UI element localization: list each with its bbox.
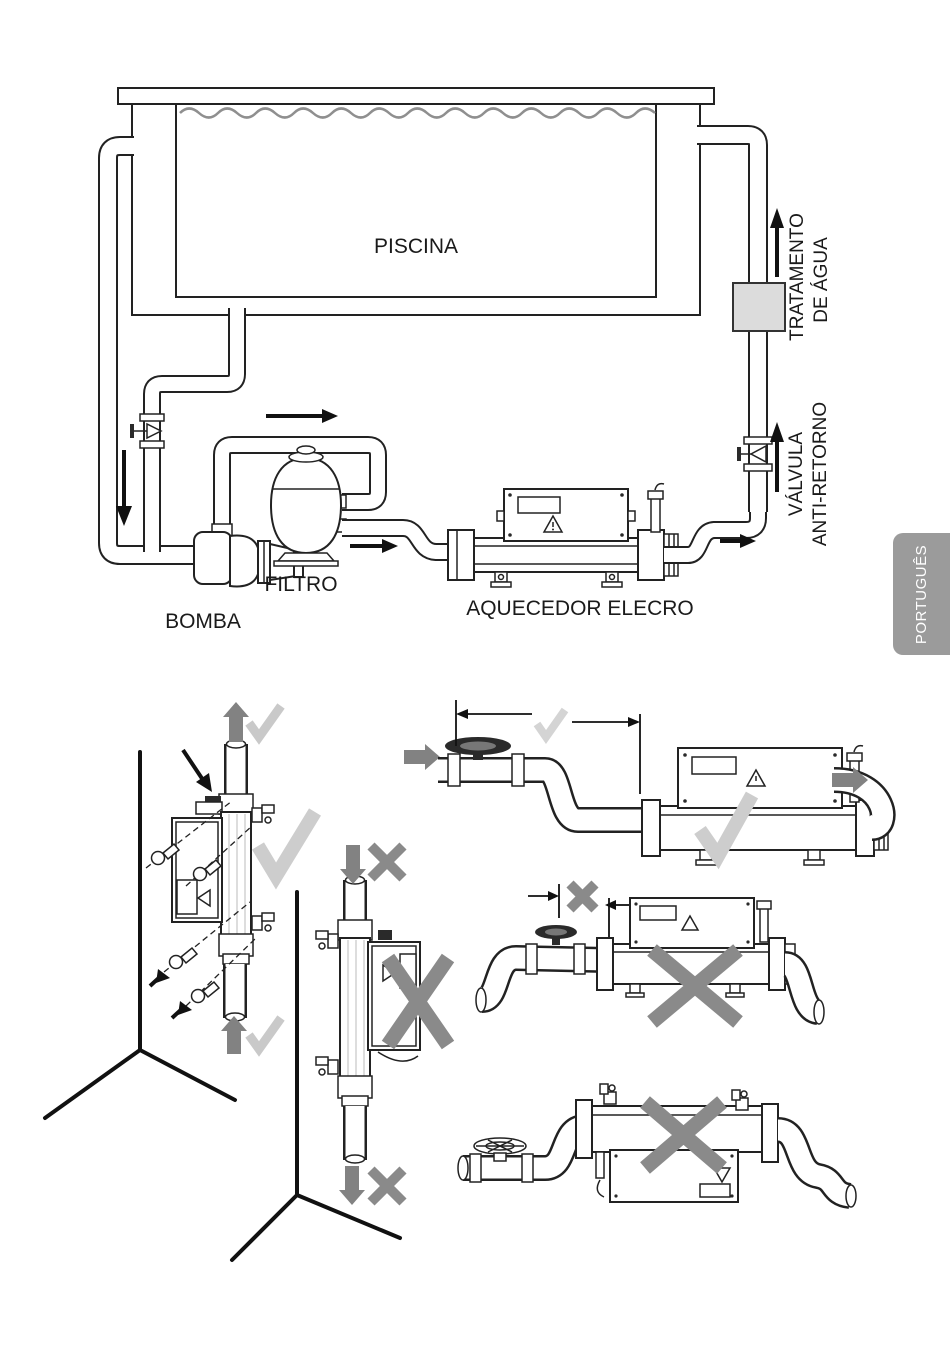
heater	[448, 484, 678, 587]
pool-outer-wall	[132, 104, 700, 315]
check-icon	[258, 812, 315, 876]
control-display	[692, 757, 736, 774]
filter-base	[278, 553, 334, 561]
figure-horizontal-valve-spacing	[404, 700, 914, 865]
dimension-line	[528, 884, 632, 948]
pool-inner-wall	[176, 104, 656, 297]
heater-body	[460, 538, 656, 572]
heater-foot	[626, 984, 644, 997]
cross-icon	[371, 1170, 403, 1202]
heater-outlet-pipe	[664, 508, 758, 555]
up-arrow-icon	[221, 1016, 247, 1054]
figure-horizontal-valve-too-close	[476, 884, 824, 1024]
flow-arrow-down-icon	[116, 450, 132, 526]
water-surface	[180, 109, 655, 118]
svg-text:TRATAMENTO: TRATAMENTO	[787, 213, 808, 341]
heater-right-coupling	[638, 530, 664, 580]
up-arrow-icon	[223, 702, 249, 742]
heater-unit-horizontal	[642, 746, 888, 865]
screw-pointer-arrow	[150, 969, 170, 986]
diagonal-pointer-arrow	[183, 750, 212, 792]
svg-text:DE ÁGUA: DE ÁGUA	[811, 237, 832, 323]
outlet-pipe	[778, 1130, 856, 1207]
flow-arrow-up-icon	[770, 208, 784, 277]
check-valve-label	[786, 402, 831, 546]
heater-control-box	[497, 489, 635, 541]
heater-left-coupling	[448, 530, 474, 580]
heater-tube	[340, 938, 370, 1078]
check-valve	[737, 437, 772, 471]
pool	[118, 88, 714, 315]
heater-unit-vertical	[172, 740, 274, 1021]
mounting-bracket	[316, 1057, 338, 1075]
check-icon	[537, 710, 565, 737]
heater-foot	[491, 572, 511, 587]
heater-body	[658, 806, 858, 850]
filter-label: FILTRO	[264, 573, 338, 596]
figure-horizontal-upside-down	[458, 1084, 856, 1207]
outlet-pipe	[785, 964, 824, 1024]
shutoff-valve	[535, 925, 577, 945]
right-arrow-icon	[404, 744, 440, 770]
pipe-union	[338, 1076, 372, 1098]
inlet-pipe	[458, 1127, 584, 1182]
down-arrow-icon	[339, 1166, 365, 1205]
control-display	[700, 1184, 730, 1197]
check-icon	[249, 1018, 281, 1049]
figure-vertical-flow-down	[232, 845, 448, 1260]
language-tab-label: PORTUGUÊS	[913, 544, 930, 644]
pool-circuit-schematic	[108, 88, 832, 633]
flow-arrow-right-icon	[266, 409, 338, 423]
pool-label: PISCINA	[373, 235, 459, 258]
heater-foot	[726, 984, 744, 997]
water-treatment-label	[787, 213, 832, 341]
inlet-pipe	[476, 944, 607, 1012]
mounting-bracket	[252, 805, 274, 823]
pump-label: BOMBA	[165, 610, 241, 633]
drain-valve	[130, 414, 164, 448]
flow-arrow-right-icon	[350, 539, 398, 553]
cross-icon	[570, 884, 595, 909]
heater-foot	[804, 850, 824, 865]
temperature-sensor	[648, 484, 664, 532]
check-icon	[249, 706, 281, 737]
screw	[192, 982, 220, 1003]
temperature-sensor	[757, 901, 771, 942]
pipe-union	[219, 934, 253, 956]
water-treatment-box	[733, 283, 785, 331]
conduit	[378, 1052, 418, 1061]
control-display	[640, 906, 676, 920]
mounting-bracket	[316, 931, 338, 949]
mounting-bracket	[252, 913, 274, 931]
pool-rim	[118, 88, 714, 104]
flow-arrow-up-icon	[770, 422, 784, 492]
svg-text:VÁLVULA: VÁLVULA	[786, 431, 807, 517]
heater-foot	[602, 572, 622, 587]
svg-text:ANTI-RETORNO: ANTI-RETORNO	[810, 401, 831, 547]
heater-label: AQUECEDOR ELECRO	[466, 597, 694, 620]
screw	[170, 948, 198, 969]
cross-icon	[371, 846, 403, 878]
figure-vertical-flow-up	[45, 702, 315, 1118]
control-box	[678, 748, 842, 808]
control-display	[518, 497, 560, 513]
control-box	[630, 898, 754, 948]
filter-to-heater-pipe	[342, 528, 458, 552]
mounting-bracket	[600, 1084, 616, 1104]
temperature-sensor	[596, 1152, 604, 1197]
language-tab	[893, 533, 950, 655]
